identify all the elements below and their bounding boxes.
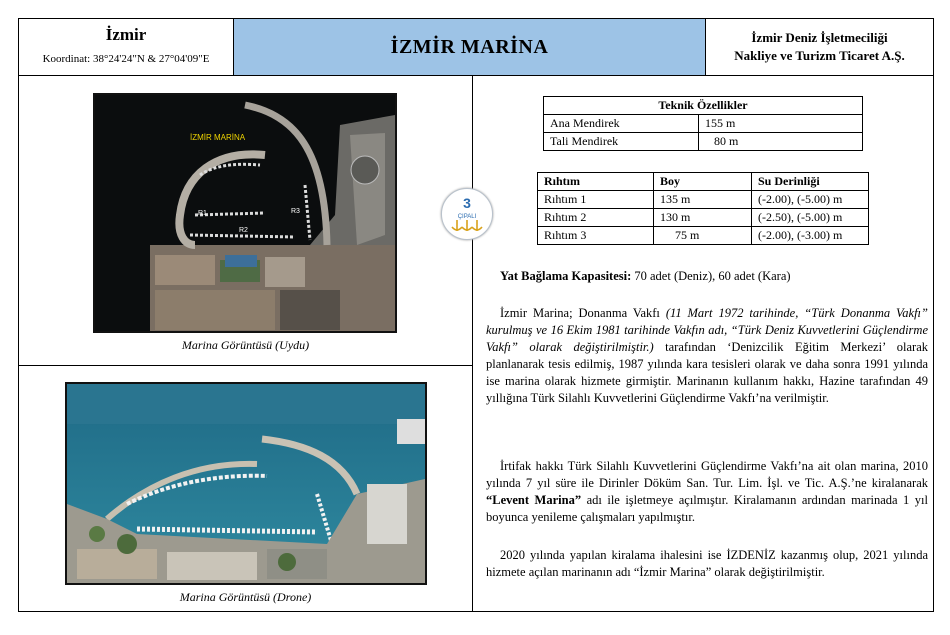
- satellite-caption: Marina Görüntüsü (Uydu): [181, 338, 310, 352]
- satellite-image: [93, 93, 397, 333]
- spec-value: 155 m: [699, 115, 863, 133]
- table-row: [544, 115, 863, 133]
- pier-depth: (-2.00), (-3.00) m: [752, 227, 869, 245]
- pier-length: 130 m: [654, 209, 752, 227]
- image-divider: [18, 365, 473, 366]
- pier-depth: (-2.00), (-5.00) m: [752, 191, 869, 209]
- paragraph-lease: [486, 458, 928, 526]
- drone-image: [65, 382, 427, 585]
- pier-name: Rıhtım 2: [538, 209, 654, 227]
- page-title: İZMİR MARİNA: [390, 35, 549, 58]
- logo-text: ÇIPALI: [457, 214, 477, 220]
- paragraph-rename: [486, 547, 928, 581]
- pier-name: Rıhtım 3: [538, 227, 654, 245]
- capacity-value: 70 adet (Deniz), 60 adet (Kara): [631, 269, 791, 283]
- pier-table: [537, 172, 869, 245]
- drone-caption: Marina Görüntüsü (Drone): [179, 590, 312, 604]
- pier-header-name: Rıhtım: [538, 173, 654, 191]
- paragraph-1-italic: (11 Mart 1972 tarihinde, “Türk Donanma Vakfı” kurulmuş ve 16 Ekim 1981 tarihinde Vakfın adı, “Türk Deniz Kuvvetlerini Güçlendirme Vakfı” olarak değiştirilmiştir.): [486, 306, 928, 354]
- paragraph-1-end: tarafından ‘Denizcilik Eğitim Merkezi’ olarak planlanarak tesis edilmiş, 1987 yılında kara tesisleri olarak ve daha sonra 1991 yılında ise marina olarak hizmete girmiştir. Marinanın kullanım hakkı, Hazine tarafından 49 yıllığına Türk Silahlı Kuvvetlerini Güçlendirme Vakfı’na verilmiştir.: [486, 340, 928, 405]
- table-row: [544, 133, 863, 151]
- pier-length: 75 m: [654, 227, 752, 245]
- spec-name: Tali Mendirek: [544, 133, 699, 151]
- technical-specs-title: Teknik Özellikler: [544, 97, 863, 115]
- organization-line-2: Nakliye ve Turizm Ticaret A.Ş.: [734, 48, 905, 63]
- table-row: [538, 191, 869, 209]
- satellite-r3-label: R3: [291, 208, 300, 215]
- pier-name: Rıhtım 1: [538, 191, 654, 209]
- coordinate-text: Koordinat: 38°24'24"N & 27°04'09"E: [42, 53, 210, 65]
- table-row: [538, 227, 869, 245]
- satellite-label: İZMİR MARİNA: [190, 133, 246, 142]
- pier-length: 135 m: [654, 191, 752, 209]
- satellite-r1-label: R1: [198, 210, 207, 217]
- logo-number: 3: [463, 195, 471, 211]
- city-name: İzmir: [105, 25, 147, 44]
- pier-header-depth: Su Derinliği: [752, 173, 869, 191]
- anchor-icon: [452, 220, 482, 231]
- paragraph-3: 2020 yılında yapılan kiralama ihalesini ise İZDENİZ kazanmış olup, 2021 yılında hizmete açılan marinanın adı “İzmir Marina” olarak değiştirilmiştir.: [486, 548, 928, 579]
- table-row: [538, 209, 869, 227]
- paragraph-2-bold: “Levent Marina”: [486, 493, 582, 507]
- capacity-label: Yat Bağlama Kapasitesi:: [500, 269, 632, 283]
- paragraph-history: [486, 305, 928, 407]
- spec-value: 80 m: [699, 133, 863, 151]
- satellite-r2-label: R2: [239, 227, 248, 234]
- paragraph-2-start: İrtifak hakkı Türk Silahlı Kuvvetlerini Güçlendirme Vakfı’na ait olan marina, 2010 yılında 7 yıl süre ile Dirinler Döküm San. Tur. Lim. İşl. ve Tic. A.Ş.’ne kiralanarak: [486, 459, 928, 490]
- technical-specs-table: [543, 96, 863, 151]
- organization-line-1: İzmir Deniz İşletmeciliği: [751, 30, 888, 45]
- capacity-line: [486, 268, 928, 285]
- pier-header-length: Boy: [654, 173, 752, 191]
- paragraph-2-end: adı ile işletmeye açılmıştır. Kiralamanın ardından marinada 1 yıl boyunca yenileme çalışmaları yapılmıştır.: [486, 493, 929, 524]
- paragraph-1-start: İzmir Marina; Donanma Vakfı: [500, 306, 666, 320]
- anchor-logo: [441, 188, 493, 240]
- pier-depth: (-2.50), (-5.00) m: [752, 209, 869, 227]
- spec-name: Ana Mendirek: [544, 115, 699, 133]
